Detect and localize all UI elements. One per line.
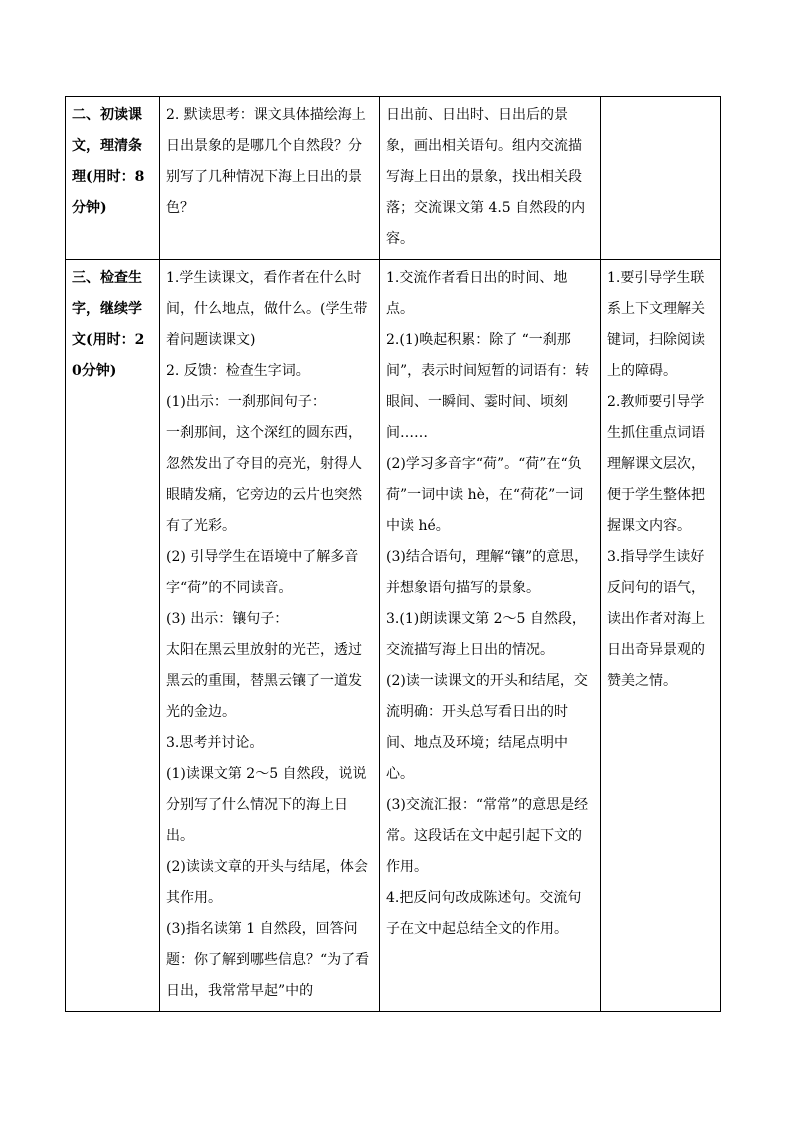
student-paragraph: 日出前、日出时、日出后的景象，画出相关语句。组内交流描写海上日出的景象，找出相关段落；交流课文第 4.5 自然段的内容。 xyxy=(386,107,586,247)
table-row-reading xyxy=(66,97,721,260)
note-paragraph: 2.教师要引导学生抓住重点词语理解课文层次，便于学生整体把握课文内容。 xyxy=(607,394,705,534)
teacher-paragraph: 2. 默读思考：课文具体描绘海上日出景象的是哪几个自然段？分别写了几种情况下海上日出的景色？ xyxy=(166,107,366,216)
design-note-cell xyxy=(601,260,721,1012)
stage-cell: 三、检查生字，继续学文(用时：20分钟) xyxy=(66,260,160,1012)
student-paragraph: 2.(1)唤起积累：除了 “一刹那间”，表示时间短暂的词语有：转眼间、一瞬间、霎时间、顷刻间…… xyxy=(386,332,590,441)
teacher-activity-cell xyxy=(160,97,380,260)
student-paragraph: 1.交流作者看日出的时间、地点。 xyxy=(386,270,568,317)
stage-cell: 二、初读课文，理清条理(用时：8分钟) xyxy=(66,97,160,260)
student-paragraph: (3)交流汇报：“常常”的意思是经常。这段话在文中起引起下文的作用。 xyxy=(386,797,589,875)
lesson-plan-table xyxy=(65,96,721,1012)
teacher-paragraph: (2) 引导学生在语境中了解多音字“荷”的不同读音。 xyxy=(166,549,359,596)
teacher-paragraph: 2. 反馈：检查生字词。 xyxy=(166,363,310,379)
teacher-paragraph: 一刹那间，这个深红的圆东西，忽然发出了夺目的亮光，射得人眼睛发痛，它旁边的云片也突然有了光彩。 xyxy=(166,425,362,534)
teacher-paragraph: 3.思考并讨论。 xyxy=(166,735,264,751)
student-paragraph: 3.(1)朗读课文第 2～5 自然段，交流描写海上日出的情况。 xyxy=(386,611,586,658)
note-paragraph: 1.要引导学生联系上下文理解关键词，扫除阅读上的障碍。 xyxy=(607,270,705,379)
student-activity-cell xyxy=(380,260,601,1012)
student-paragraph: (2)学习多音字“荷”。“荷”在“负荷”一词中读 hè，在“荷花”一词中读 hé。 xyxy=(386,456,584,534)
teacher-paragraph: 太阳在黑云里放射的光芒，透过黑云的重围，替黑云镶了一道发光的金边。 xyxy=(166,642,362,720)
table-row-review xyxy=(66,260,721,1012)
teacher-paragraph: (2)读读文章的开头与结尾，体会其作用。 xyxy=(166,859,368,906)
student-paragraph: 4.把反问句改成陈述句。交流句子在文中起总结全文的作用。 xyxy=(386,890,582,937)
teacher-paragraph: (3)指名读第 1 自然段，回答问题：你了解到哪些信息？“为了看日出，我常常早起”中的 xyxy=(166,921,370,999)
student-paragraph: (3)结合语句，理解“镶”的意思，并想象语句描写的景象。 xyxy=(386,549,589,596)
student-activity-cell xyxy=(380,97,601,260)
teacher-paragraph: 1.学生读课文，看作者在什么时间，什么地点，做什么。(学生带着问题读课文) xyxy=(166,270,368,348)
teacher-paragraph: (1)读课文第 2～5 自然段，说说分别写了什么情况下的海上日出。 xyxy=(166,766,367,844)
teacher-paragraph: (1)出示：一刹那间句子： xyxy=(166,394,326,410)
teacher-paragraph: (3) 出示：镶句子： xyxy=(166,611,289,627)
student-paragraph: (2)读一读课文的开头和结尾，交流明确：开头总写看日出的时间、地点及环境；结尾点明中心。 xyxy=(386,673,588,782)
design-note-cell xyxy=(601,97,721,260)
teacher-activity-cell xyxy=(160,260,380,1012)
note-paragraph: 3.指导学生读好反问句的语气，读出作者对海上日出奇异景观的赞美之情。 xyxy=(607,549,705,689)
